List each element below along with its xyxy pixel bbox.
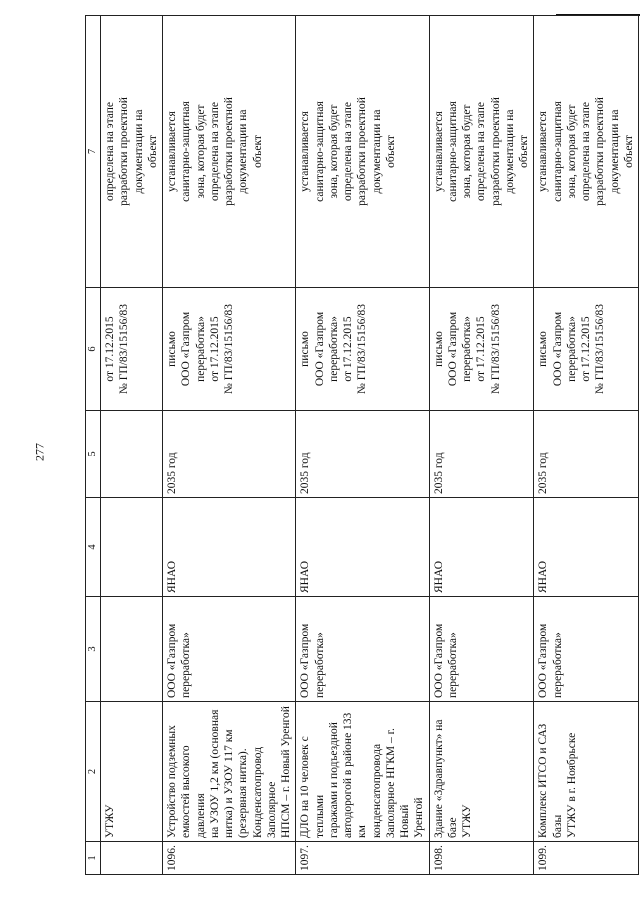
completion-term: 2035 год xyxy=(534,411,639,498)
column-number: 6 xyxy=(86,288,101,411)
row-number: 1097. xyxy=(296,842,429,875)
column-number: 3 xyxy=(86,597,101,702)
column-number: 2 xyxy=(86,702,101,842)
source-letter: от 17.12.2015 № ГП/83/15156/83 xyxy=(101,288,163,411)
object-name: ДЛО на 10 человек с теплыми гаражами и подъездной автодорогой в районе 133 км конденсатопровода Заполярное НГКМ – г. Новый Уренгой xyxy=(296,702,429,842)
region: ЯНАО xyxy=(296,498,429,597)
source-letter: письмо ООО «Газпром переработка» от 17.12.2015 № ГП/83/15156/83 xyxy=(163,288,296,411)
owner-organization: ООО «Газпром переработка» xyxy=(534,597,639,702)
object-name: Комплекс ИТСО и САЗ базы УТЖУ в г. Ноябрьске xyxy=(534,702,639,842)
objects-table xyxy=(85,15,639,875)
region: ЯНАО xyxy=(163,498,296,597)
owner-organization: ООО «Газпром переработка» xyxy=(296,597,429,702)
table-row xyxy=(429,16,534,875)
source-letter: письмо ООО «Газпром переработка» от 17.12.2015 № ГП/83/15156/83 xyxy=(429,288,534,411)
region: ЯНАО xyxy=(429,498,534,597)
rotated-table-sheet xyxy=(85,15,635,875)
column-number: 1 xyxy=(86,842,101,875)
completion-term: 2035 год xyxy=(429,411,534,498)
table-row xyxy=(163,16,296,875)
region: ЯНАО xyxy=(534,498,639,597)
source-letter: письмо ООО «Газпром переработка» от 17.12.2015 № ГП/83/15156/83 xyxy=(534,288,639,411)
page-number: 277 xyxy=(32,443,47,461)
table-row xyxy=(534,16,639,875)
column-number: 7 xyxy=(86,16,101,288)
continuation-row xyxy=(101,16,163,875)
column-number-row xyxy=(86,16,101,875)
zone-note: устанавливается санитарно-защитная зона, которая будет определена на этапе разработки проектной документации на объект xyxy=(534,16,639,288)
row-number: 1099. xyxy=(534,842,639,875)
zone-note: устанавливается санитарно-защитная зона, которая будет определена на этапе разработки проектной документации на объект xyxy=(429,16,534,288)
object-name: Устройство подземных емкостей высокого давления на УЗОУ 1,2 км (основная нитка) и УЗОУ 117 км (резервная нитка). Конденсатопровод Заполярное НПСМ – г. Новый Уренгой xyxy=(163,702,296,842)
completion-term: 2035 год xyxy=(296,411,429,498)
column-number: 5 xyxy=(86,411,101,498)
row-number: 1098. xyxy=(429,842,534,875)
owner-organization: ООО «Газпром переработка» xyxy=(163,597,296,702)
owner-organization: ООО «Газпром переработка» xyxy=(429,597,534,702)
completion-term: 2035 год xyxy=(163,411,296,498)
object-name: УТЖУ xyxy=(101,702,163,842)
zone-note: устанавливается санитарно-защитная зона, которая будет определена на этапе разработки проектной документации на объект xyxy=(296,16,429,288)
table-rows xyxy=(163,16,639,875)
object-name: Здание «Здравпункт» на базе УТЖУ xyxy=(429,702,534,842)
row-number: 1096. xyxy=(163,842,296,875)
zone-note: определена на этапе разработки проектной документации на объект xyxy=(101,16,163,288)
zone-note: устанавливается санитарно-защитная зона, которая будет определена на этапе разработки проектной документации на объект xyxy=(163,16,296,288)
table-row xyxy=(296,16,429,875)
column-number: 4 xyxy=(86,498,101,597)
source-letter: письмо ООО «Газпром переработка» от 17.12.2015 № ГП/83/15156/83 xyxy=(296,288,429,411)
